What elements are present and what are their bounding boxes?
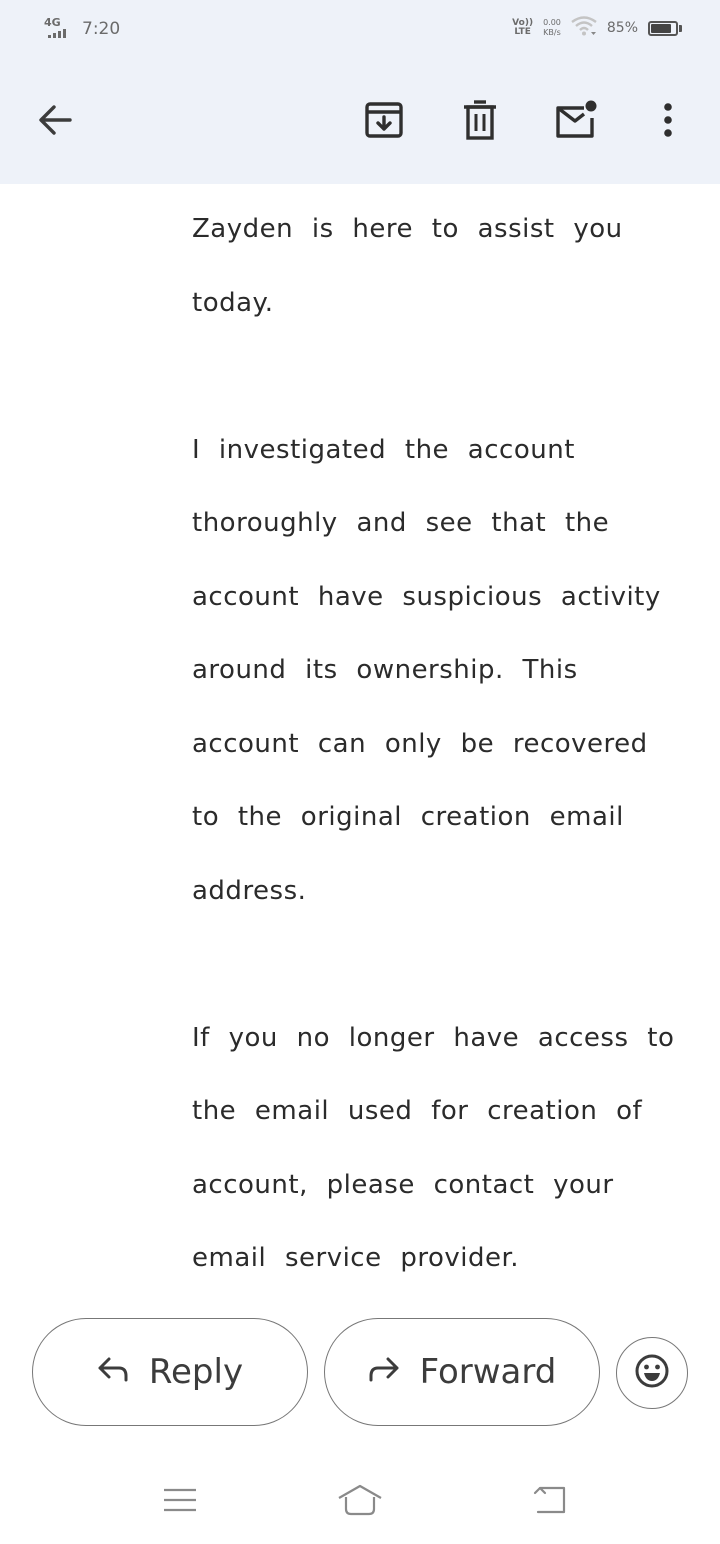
back-nav-icon [530,1484,570,1520]
home-icon [336,1483,384,1521]
status-right [512,16,682,40]
email-paragraph: If you no longer have access to the email used for creation of account, please contact your email service provider. [192,1022,675,1273]
back-arrow-icon [37,104,73,140]
more-options-button[interactable] [642,96,694,148]
back-button[interactable] [29,96,81,148]
more-vert-icon [662,102,674,142]
home-button[interactable] [330,1478,390,1526]
archive-icon [364,100,404,144]
clock: 7:20 [82,19,121,39]
email-body [192,193,692,1369]
cellular-signal-icon [42,16,72,42]
email-paragraph: Zayden is here to assist you today. [192,214,623,318]
reply-label: Reply [148,1352,244,1392]
forward-icon [368,1352,400,1392]
status-bar [0,0,720,60]
network-speed: 0.00 KB/s [543,18,561,37]
mark-unread-icon [554,100,598,144]
network-type: 4G [44,16,61,29]
archive-button[interactable] [358,96,410,148]
delete-button[interactable] [454,96,506,148]
forward-label: Forward [419,1352,557,1392]
back-nav-button[interactable] [520,1478,580,1526]
forward-button[interactable] [324,1318,600,1426]
battery-percent: 85% [606,20,638,36]
status-left [42,16,120,42]
wifi-icon [571,16,597,40]
delete-icon [462,100,498,144]
system-nav-bar [0,1460,720,1544]
smiley-icon [634,1353,670,1393]
email-toolbar [0,60,720,184]
email-paragraph: I investigated the account thoroughly and see that the account have suspicious activity around its ownership. This account can only be recovered to the original creation email address. [192,434,661,906]
recent-apps-button[interactable] [150,1478,210,1526]
reply-button[interactable] [32,1318,308,1426]
emoji-reaction-button[interactable] [616,1337,688,1409]
volte-indicator: Vo)) LTE [512,18,534,37]
battery-icon [648,21,682,36]
mark-unread-button[interactable] [550,96,602,148]
menu-icon [162,1486,198,1518]
reply-icon [97,1352,129,1392]
